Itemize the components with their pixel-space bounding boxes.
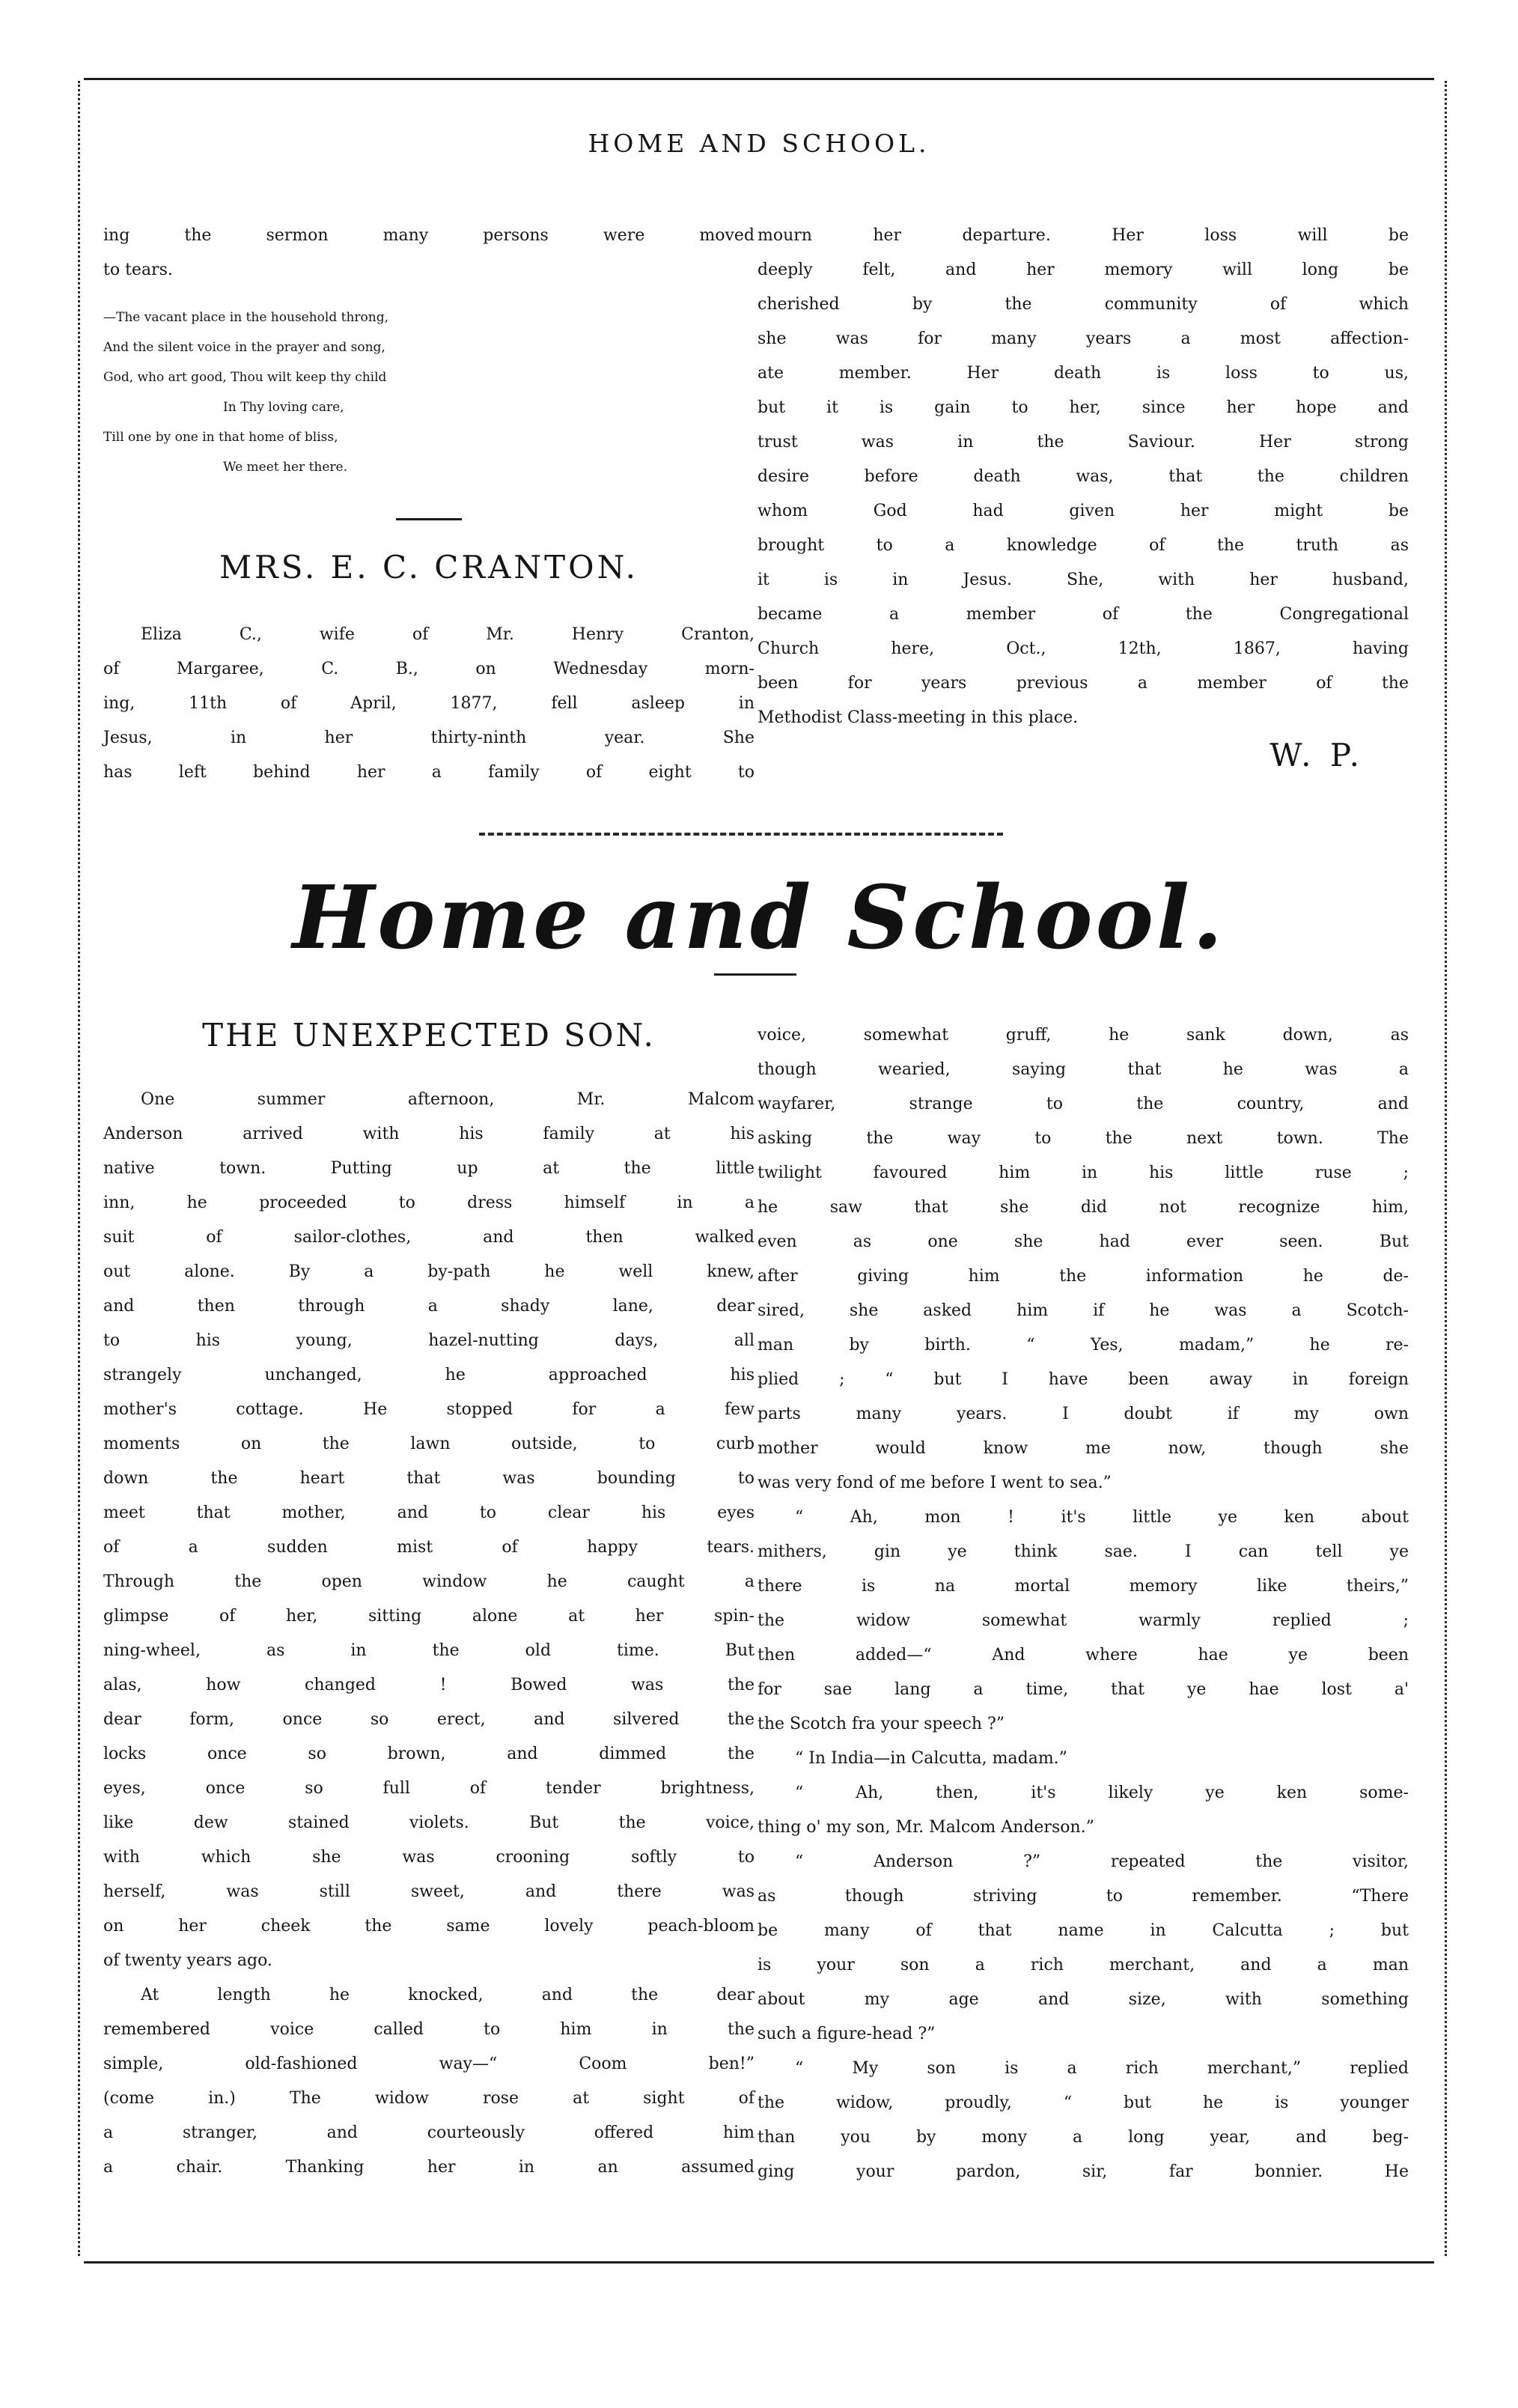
text-line: locks once so brown, and dimmed the [103,1745,755,1763]
text-line: native town. Putting up at the little [103,1159,755,1178]
text-line: Anderson arrived with his family at his [103,1125,755,1143]
text-line: for sae lang a time, that ye hae lost a' [758,1680,1409,1699]
story-paragraph [758,1501,1409,1742]
text-line: he saw that she did not recognize him, [758,1198,1409,1217]
top-right-column [758,219,1409,773]
story-paragraph [758,2052,1409,2189]
text-line: voice, somewhat gruff, he sank down, as [758,1026,1409,1045]
text-line: a chair. Thanking her in an assumed [103,2158,755,2177]
text-line: eyes, once so full of tender brightness, [103,1779,755,1798]
text-line: of twenty years ago. [103,1951,272,1970]
section-divider [396,518,462,520]
masthead-underline [714,973,796,976]
text-line: At length he knocked, and the dear [141,1986,755,2004]
text-line: as though striving to remember. “There [758,1887,1409,1906]
text-line: than you by mony a long year, and beg- [758,2128,1409,2147]
right-margin-rule [1445,81,1447,2256]
text-line: such a figure-head ?” [758,2025,936,2043]
masthead-title: Home and School. [292,867,1226,969]
story-paragraph [103,1083,755,1978]
text-line: plied ; “ but I have been away in foreign [758,1370,1409,1389]
bottom-border-rule [84,2261,1434,2263]
text-line: been for years previous a member of the [758,674,1409,693]
text-line: alas, how changed ! Bowed was the [103,1676,755,1694]
text-line: Methodist Class-meeting in this place. [758,708,1079,727]
poem-line: Till one by one in that home of bliss, [103,430,338,445]
text-line: Eliza C., wife of Mr. Henry Cranton, [141,625,755,644]
text-line: cherished by the community of which [758,295,1409,314]
text-line: meet that mother, and to clear his eyes [103,1504,755,1522]
text-line: “ Ah, mon ! it's little ye ken about [795,1508,1409,1527]
story-title: THE UNEXPECTED SON. [202,1017,656,1054]
text-line: One summer afternoon, Mr. Malcom [141,1090,755,1109]
text-line: ning-wheel, as in the old time. But [103,1641,755,1660]
author-signature: W. P. [1269,737,1364,773]
text-line: trust was in the Saviour. Her strong [758,433,1409,452]
text-line: then added—“ And where hae ye been [758,1646,1409,1664]
text-line: dear form, once so erect, and silvered the [103,1710,755,1729]
story-paragraph [103,1978,755,2185]
text-line: wayfarer, strange to the country, and [758,1095,1409,1113]
text-line: asking the way to the next town. The [758,1129,1409,1148]
left-margin-rule [78,81,80,2256]
text-line: but it is gain to her, since her hope and [758,398,1409,417]
text-line: down the heart that was bounding to [103,1469,755,1488]
bottom-left-column [103,1018,755,2185]
text-line: twilight favoured him in his little ruse ; [758,1164,1409,1182]
text-line: “ In India—in Calcutta, madam.” [795,1749,1067,1768]
text-line: mithers, gin ye think sae. I can tell ye [758,1542,1409,1561]
text-line: whom God had given her might be [758,502,1409,520]
text-line: (come in.) The widow rose at sight of [103,2089,755,2108]
text-line: Jesus, in her thirty-ninth year. She [103,729,755,747]
text-line: sired, she asked him if he was a Scotch- [758,1301,1409,1320]
text-line: ate member. Her death is loss to us, [758,364,1409,383]
text-line: suit of sailor-clothes, and then walked [103,1228,755,1247]
obituary-heading: MRS. E. C. CRANTON. [219,549,638,586]
text-line: she was for many years a most affection- [758,329,1409,348]
text-line: has left behind her a family of eight to [103,763,755,782]
text-line: it is in Jesus. She, with her husband, [758,571,1409,589]
text-line: out alone. By a by-path he well knew, [103,1262,755,1281]
text-line: with which she was crooning softly to [103,1848,755,1867]
poem-line: In Thy loving care, [223,400,344,415]
text-line: be many of that name in Calcutta ; but [758,1921,1409,1940]
text-line: like dew stained violets. But the voice, [103,1813,755,1832]
text-line: a stranger, and courteously offered him [103,2123,755,2142]
memorial-poem [103,302,755,482]
text-line: “ Anderson ?” repeated the visitor, [795,1852,1409,1871]
text-line: strangely unchanged, he approached his [103,1366,755,1384]
story-paragraph [758,1776,1409,1845]
text-line: ing the sermon many persons were moved [103,226,755,245]
text-line: Church here, Oct., 12th, 1867, having [758,639,1409,658]
obituary-paragraph [103,618,755,790]
text-line: ing, 11th of April, 1877, fell asleep in [103,694,755,713]
text-line: was very fond of me before I went to sea.” [758,1474,1112,1492]
text-line: brought to a knowledge of the truth as [758,536,1409,555]
text-line: thing o' my son, Mr. Malcom Anderson.” [758,1818,1094,1837]
running-head: HOME AND SCHOOL. [588,129,930,158]
text-line: even as one she had ever seen. But [758,1232,1409,1251]
text-line: of a sudden mist of happy tears. [103,1538,755,1557]
intro-paragraph [103,219,755,288]
text-line: moments on the lawn outside, to curb [103,1435,755,1453]
text-line: mother would know me now, though she [758,1439,1409,1458]
text-line: ging your pardon, sir, far bonnier. He [758,2162,1409,2181]
text-line: the widow, proudly, “ but he is younger [758,2094,1409,2112]
text-line: is your son a rich merchant, and a man [758,1956,1409,1974]
poem-line: We meet her there. [223,460,347,475]
text-line: there is na mortal memory like theirs,” [758,1577,1409,1596]
obituary-continuation [758,219,1409,735]
text-line: the widow somewhat warmly replied ; [758,1611,1409,1630]
text-line: of Margaree, C. B., on Wednesday morn- [103,660,755,678]
text-line: and then through a shady lane, dear [103,1297,755,1316]
text-line: glimpse of her, sitting alone at her spin- [103,1607,755,1626]
text-line: Through the open window he caught a [103,1572,755,1591]
text-line: the Scotch fra your speech ?” [758,1715,1005,1733]
text-line: mother's cottage. He stopped for a few [103,1400,755,1419]
text-line: desire before death was, that the children [758,467,1409,486]
text-line: man by birth. “ Yes, madam,” he re- [758,1336,1409,1354]
text-line: about my age and size, with something [758,1990,1409,2009]
bottom-right-column [758,1018,1409,2189]
text-line: inn, he proceeded to dress himself in a [103,1194,755,1212]
text-line: simple, old-fashioned way—“ Coom ben!” [103,2055,755,2073]
top-left-column [103,219,755,790]
text-line: deeply felt, and her memory will long be [758,261,1409,279]
text-line: parts many years. I doubt if my own [758,1405,1409,1423]
poem-line: And the silent voice in the prayer and song, [103,340,385,355]
story-paragraph [758,1845,1409,2052]
text-line: “ Ah, then, it's likely ye ken some- [795,1784,1409,1802]
text-line: to tears. [103,261,173,279]
text-line: though wearied, saying that he was a [758,1060,1409,1079]
text-line: remembered voice called to him in the [103,2020,755,2039]
story-paragraph [758,1018,1409,1501]
section-separator [479,833,1003,836]
poem-line: —The vacant place in the household throng, [103,310,389,325]
text-line: to his young, hazel-nutting days, all [103,1331,755,1350]
text-line: mourn her departure. Her loss will be [758,226,1409,245]
text-line: after giving him the information he de- [758,1267,1409,1286]
top-border-rule [84,78,1434,80]
text-line: “ My son is a rich merchant,” replied [795,2059,1409,2078]
text-line: on her cheek the same lovely peach-bloom [103,1917,755,1936]
text-line: became a member of the Congregational [758,605,1409,624]
story-paragraph [758,1742,1409,1776]
poem-line: God, who art good, Thou wilt keep thy child [103,370,387,385]
text-line: herself, was still sweet, and there was [103,1882,755,1901]
